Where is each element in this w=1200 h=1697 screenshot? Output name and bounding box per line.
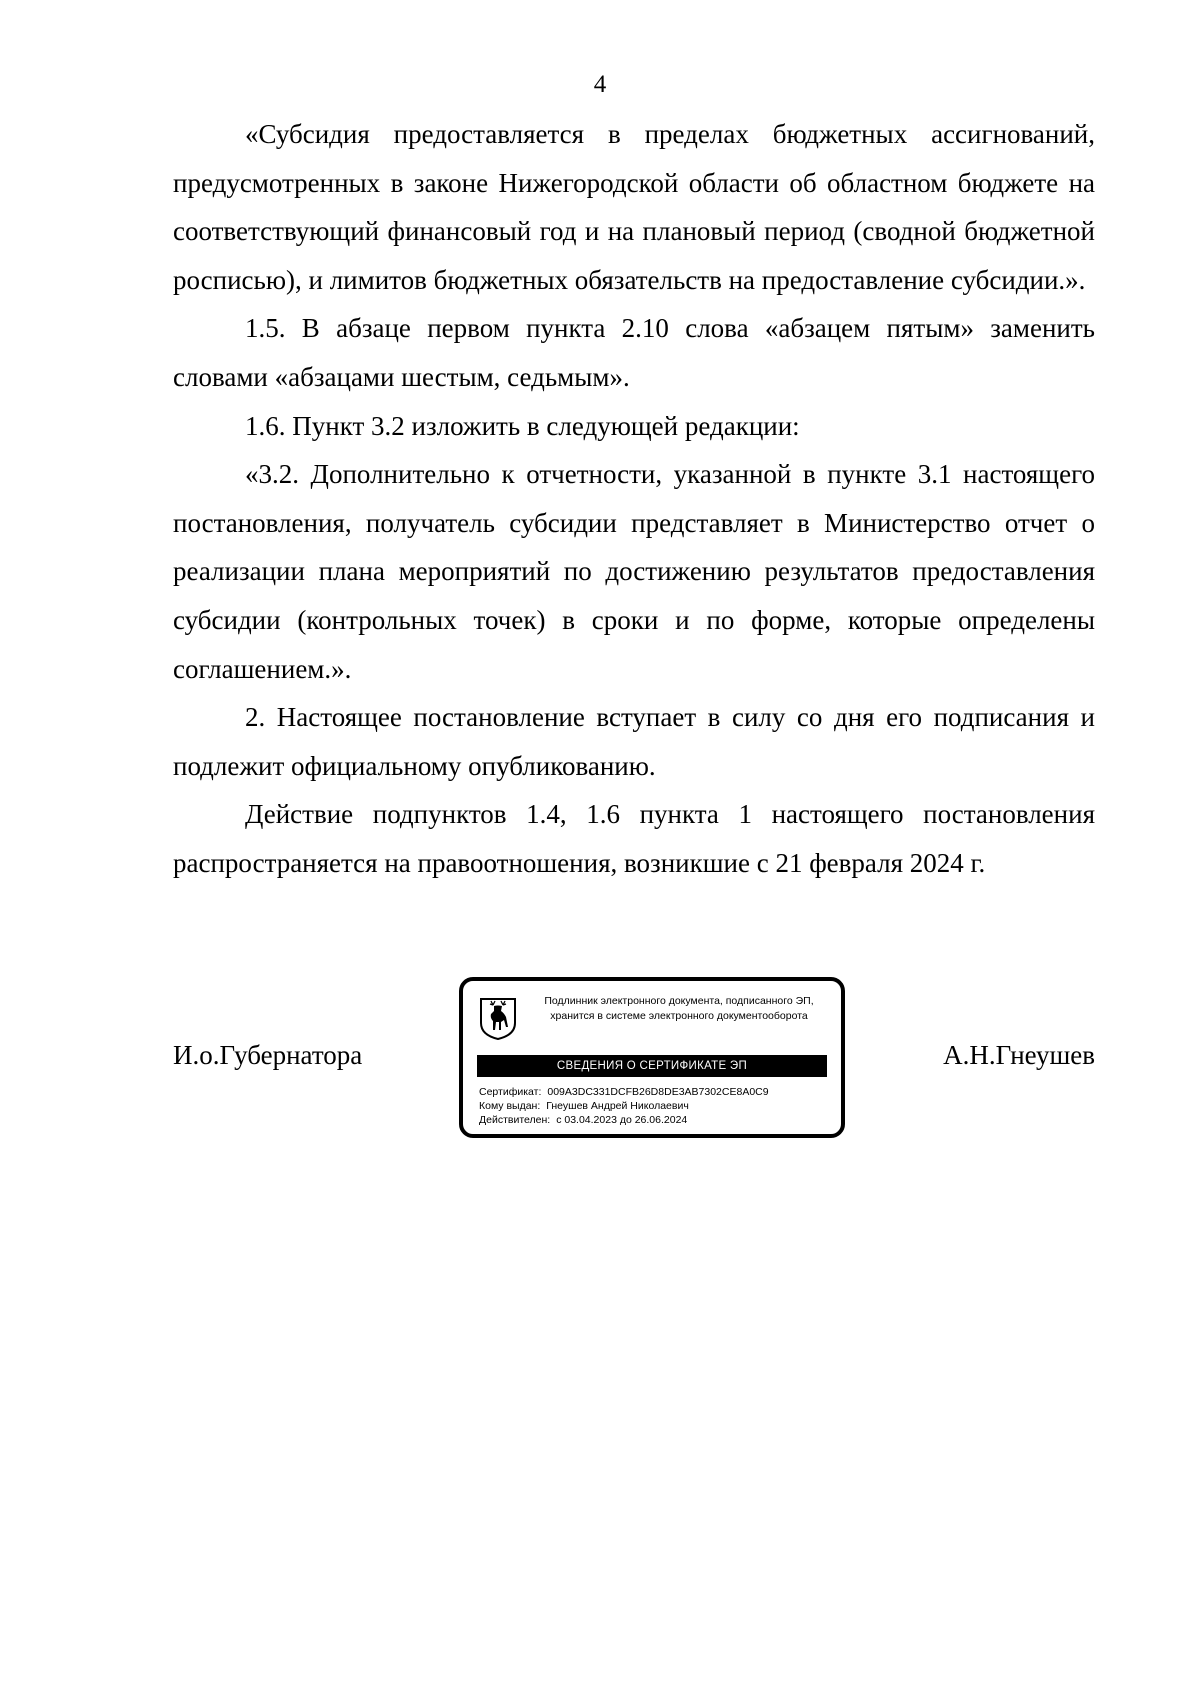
deer-emblem-icon [479,997,517,1041]
issued-to-value: Гнеушев Андрей Николаевич [546,1100,689,1112]
paragraph-item-2: 2. Настоящее постановление вступает в силу со дня его подписания и подлежит официальному опубликованию. [173,702,1095,781]
document-body [173,110,1095,888]
issued-to-label: Кому выдан: [479,1100,541,1112]
signatory-name: А.Н.Гнеушев [943,1040,1095,1070]
validity-value: с 03.04.2023 до 26.06.2024 [556,1114,688,1126]
certificate-value: 009A3DC331DCFB26D8DE3AB7302CE8A0C9 [547,1086,769,1098]
stamp-note-line: хранится в системе электронного документооборота [550,1010,808,1022]
certificate-row [479,1085,829,1099]
issued-to-row [479,1099,829,1113]
paragraph-item-3-2: «3.2. Дополнительно к отчетности, указанной в пункте 3.1 настоящего постановления, получатель субсидии представляет в Министерство отчет о реализации плана мероприятий по достижению результатов предоставления субсидии (контрольных точек) в сроки и по форме, которые определены соглашением.». [173,459,1095,684]
validity-label: Действителен: [479,1114,551,1126]
validity-row [479,1113,829,1127]
stamp-note [525,994,833,1024]
paragraph-subsidy-limits: «Субсидия предоставляется в пределах бюджетных ассигнований, предусмотренных в законе Нижегородской области об областном бюджете на соответствующий финансовый год и на плановый период (сводной бюджетной росписью), и лимитов бюджетных обязательств на предоставление субсидии.». [173,119,1095,295]
certificate-label: Сертификат: [479,1086,542,1098]
paragraph-effective-date: Действие подпунктов 1.4, 1.6 пункта 1 настоящего постановления распространяется на правоотношения, возникшие с 21 февраля 2024 г. [173,799,1095,878]
page-number: 4 [593,71,607,98]
certificate-details [479,1085,829,1127]
signatory-position: И.о.Губернатора [173,1040,363,1070]
paragraph-item-1-6: 1.6. Пункт 3.2 изложить в следующей редакции: [245,410,800,441]
certificate-banner: СВЕДЕНИЯ О СЕРТИФИКАТЕ ЭП [477,1055,827,1077]
paragraph-item-1-5: 1.5. В абзаце первом пункта 2.10 слова «абзацем пятым» заменить словами «абзацами шестым, седьмым». [173,313,1095,392]
stamp-note-line: Подлинник электронного документа, подписанного ЭП, [544,995,814,1007]
electronic-signature-stamp [459,977,845,1138]
